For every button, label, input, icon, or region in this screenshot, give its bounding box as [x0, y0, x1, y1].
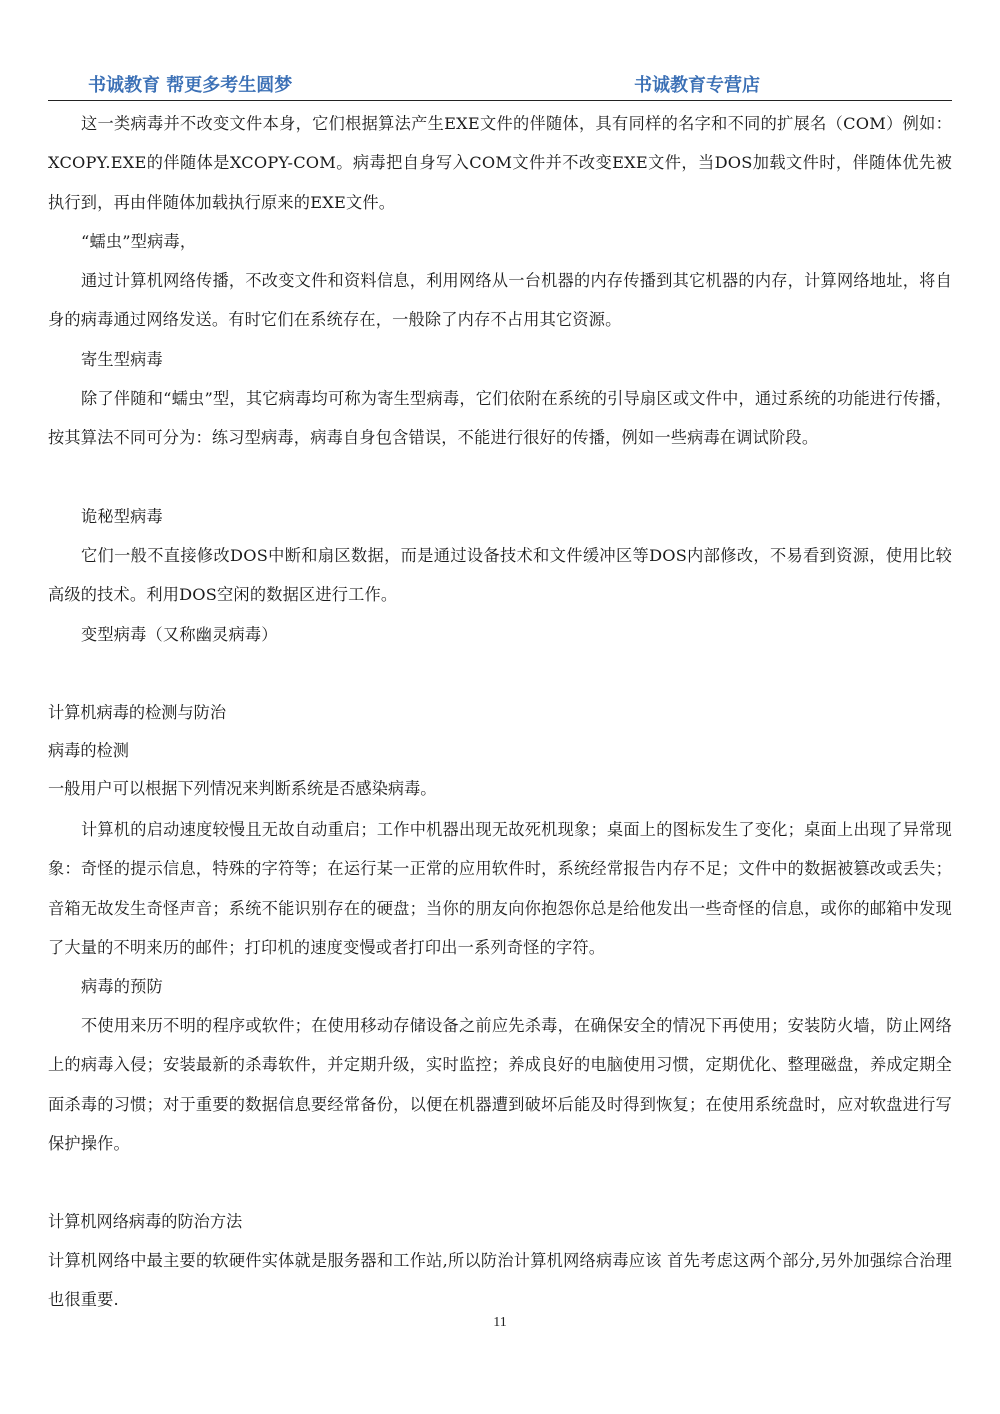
section-title-network-virus: 计算机网络病毒的防治方法 — [48, 1212, 243, 1231]
subsection-title-detection: 病毒的检测 — [48, 741, 129, 760]
header-store-name: 书诚教育专营店 — [634, 75, 760, 96]
heading-polymorphic-virus: 变型病毒（又称幽灵病毒） — [81, 625, 278, 644]
page-number: 11 — [493, 1315, 507, 1330]
heading-stealth-virus: 诡秘型病毒 — [81, 507, 163, 526]
paragraph-prevention-measures: 不使用来历不明的程序或软件；在使用移动存储设备之前应先杀毒，在确保安全的情况下再使用；安装防火墙，防止网络上的病毒入侵；安装最新的杀毒软件，并定期升级，实时监控；养成良好的电脑使用习惯，定期优化、整理磁盘，养成定期全面杀毒的习惯；对于重要的数据信息要经常备份，以便在机器遭到破坏后能及时得到恢复；在使用系统盘时，应对软盘进行写保护操作。 — [48, 1016, 952, 1153]
heading-worm-virus: “蠕虫”型病毒， — [81, 232, 197, 251]
paragraph-worm-virus: 通过计算机网络传播，不改变文件和资料信息，利用网络从一台机器的内存传播到其它机器的内存，计算网络地址，将自身的病毒通过网络发送。有时它们在系统存在，一般除了内存不占用其它资源。 — [48, 271, 952, 330]
paragraph-companion-virus: 这一类病毒并不改变文件本身，它们根据算法产生EXE文件的伴随体，具有同样的名字和不同的扩展名（COM）例如：XCOPY.EXE的伴随体是XCOPY-COM。病毒把自身写入COM文件并不改变EXE文件，当DOS加载文件时，伴随体优先被执行到，再由伴随体加载执行原来的EXE文件。 — [48, 114, 952, 212]
section-title-detection-prevention: 计算机病毒的检测与防治 — [48, 703, 227, 722]
paragraph-detection-intro: 一般用户可以根据下列情况来判断系统是否感染病毒。 — [48, 779, 437, 798]
paragraph-stealth-virus: 它们一般不直接修改DOS中断和扇区数据，而是通过设备技术和文件缓冲区等DOS内部修改，不易看到资源，使用比较高级的技术。利用DOS空闲的数据区进行工作。 — [48, 546, 952, 605]
paragraph-network-virus: 计算机网络中最主要的软硬件实体就是服务器和工作站,所以防治计算机网络病毒应该 首先考虑这两个部分,另外加强综合治理也很重要. — [48, 1251, 952, 1310]
paragraph-detection-symptoms: 计算机的启动速度较慢且无故自动重启；工作中机器出现无故死机现象；桌面上的图标发生了变化；桌面上出现了异常现象：奇怪的提示信息，特殊的字符等；在运行某一正常的应用软件时，系统经常报告内存不足；文件中的数据被篡改或丢失；音箱无故发生奇怪声音；系统不能识别存在的硬盘；当你的朋友向你抱怨你总是给他发出一些奇怪的信息，或你的邮箱中发现了大量的不明来历的邮件；打印机的速度变慢或者打印出一系列奇怪的字符。 — [48, 820, 952, 957]
heading-parasitic-virus: 寄生型病毒 — [81, 350, 163, 369]
subsection-title-prevention: 病毒的预防 — [81, 977, 163, 996]
paragraph-parasitic-virus: 除了伴随和“蠕虫”型，其它病毒均可称为寄生型病毒，它们依附在系统的引导扇区或文件中，通过系统的功能进行传播，按其算法不同可分为：练习型病毒，病毒自身包含错误，不能进行很好的传播，例如一些病毒在调试阶段。 — [48, 389, 952, 448]
header-slogan: 书诚教育 帮更多考生圆梦 — [88, 75, 293, 96]
page-header — [48, 74, 952, 101]
